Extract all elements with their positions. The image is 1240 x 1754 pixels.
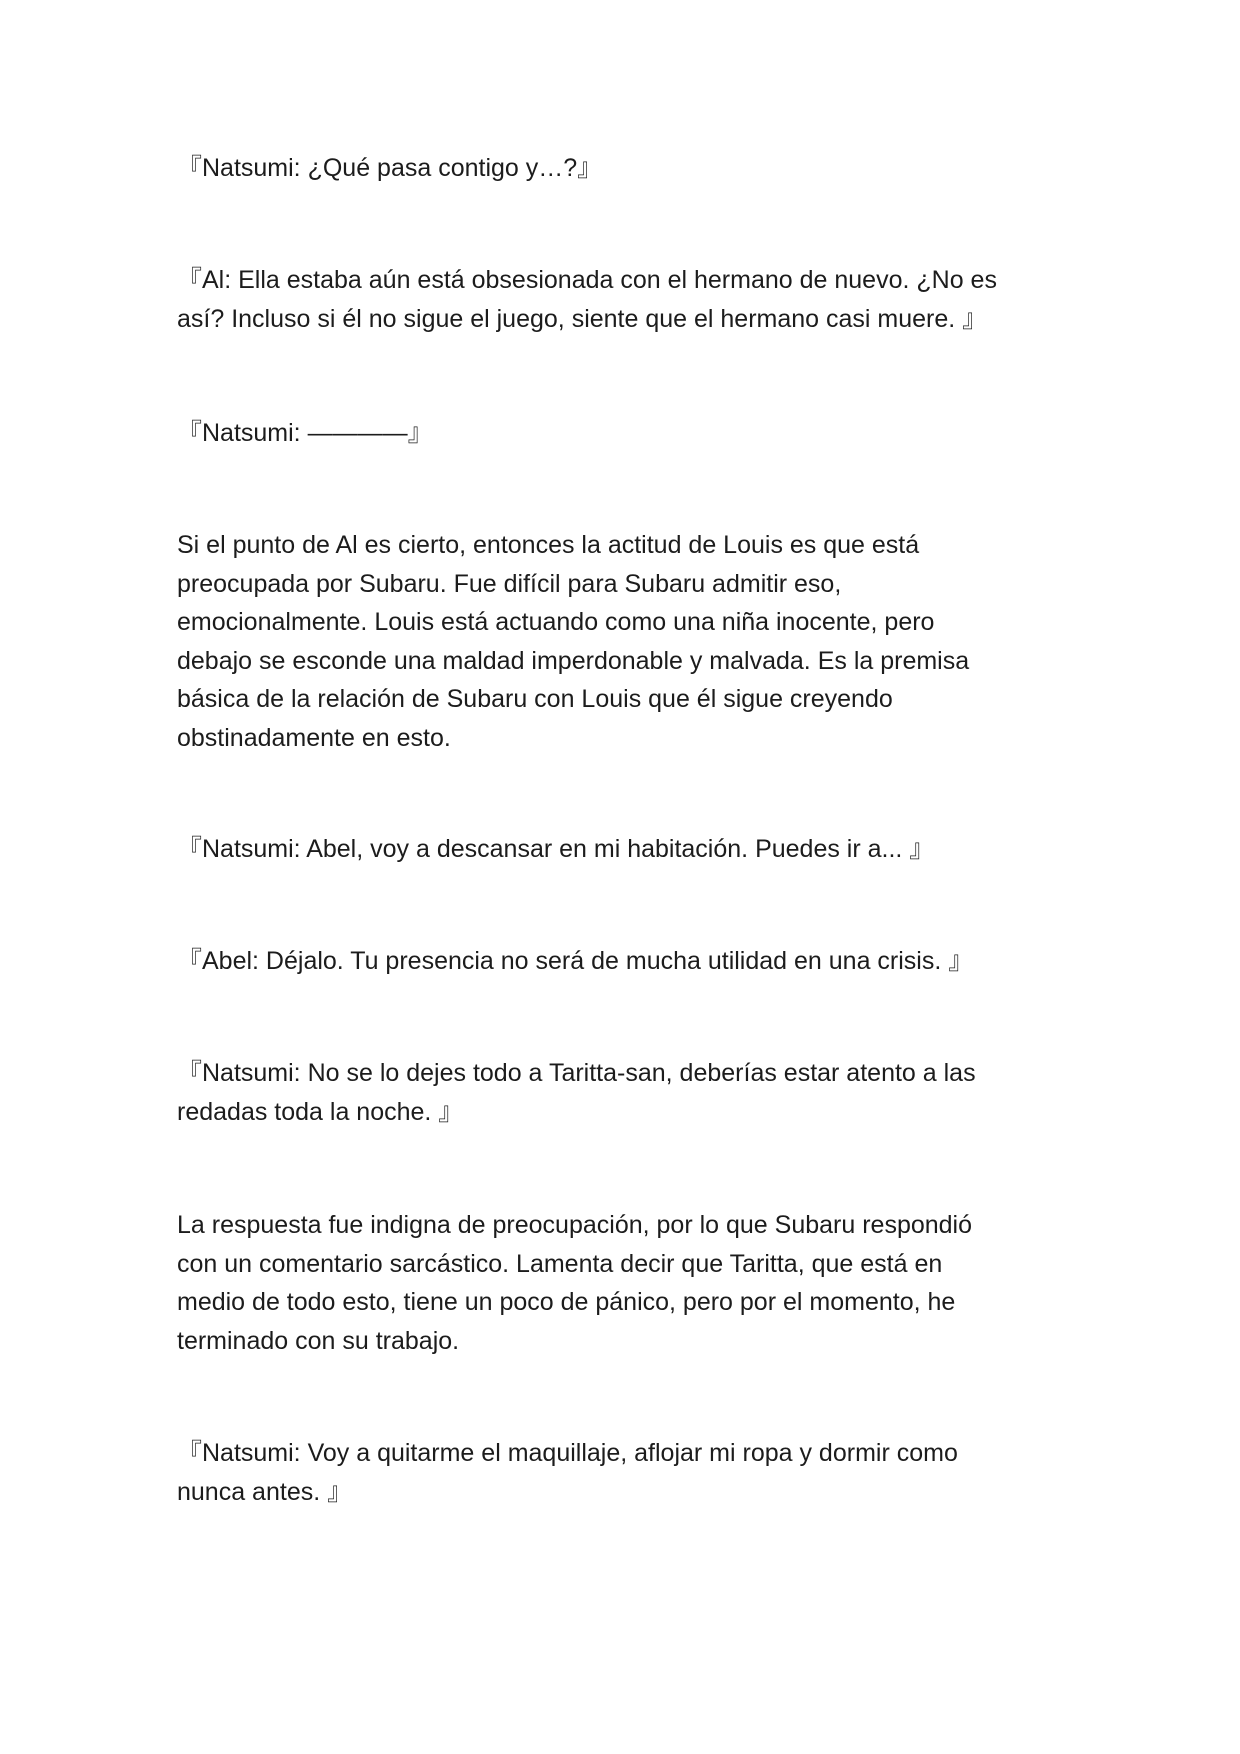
narration-louis-attitude (177, 526, 1057, 757)
text-line: así? Incluso si él no sigue el juego, siente que el hermano casi muere. 』 (177, 304, 988, 333)
text-line: 『Al: Ella estaba aún está obsesionada con el hermano de nuevo. ¿No es (177, 266, 997, 294)
text-line: 『Natsumi: Voy a quitarme el maquillaje, aflojar mi ropa y dormir como (177, 1439, 958, 1467)
dialogue-natsumi-rest (177, 830, 1057, 869)
text-line: básica de la relación de Subaru con Louis que él sigue creyendo (177, 685, 893, 713)
text-line: redadas toda la noche. 』 (177, 1097, 464, 1126)
text-line: medio de todo esto, tiene un poco de pánico, pero por el momento, he (177, 1288, 956, 1316)
text-line: nunca antes. 』 (177, 1477, 353, 1506)
dialogue-al-obsession (177, 261, 1057, 338)
text-line: obstinadamente en esto. (177, 723, 451, 752)
dialogue-natsumi-dash (177, 414, 1057, 453)
text-line: emocionalmente. Louis está actuando como una niña inocente, pero (177, 608, 935, 636)
text-line: debajo se esconde una maldad imperdonable y malvada. Es la premisa (177, 646, 970, 675)
text-line: con un comentario sarcástico. Lamenta decir que Taritta, que está en (177, 1249, 943, 1278)
dialogue-natsumi-question (177, 149, 1057, 188)
dialogue-natsumi-taritta (177, 1054, 1057, 1131)
dialogue-natsumi-sleep (177, 1434, 1057, 1511)
text-line: 『Natsumi: Abel, voy a descansar en mi habitación. Puedes ir a... 』 (177, 835, 935, 863)
text-line: 『Natsumi: ————』 (177, 419, 433, 447)
narration-response (177, 1206, 1057, 1360)
text-line: La respuesta fue indigna de preocupación, por lo que Subaru respondió (177, 1211, 973, 1239)
text-line: 『Abel: Déjalo. Tu presencia no será de mucha utilidad en una crisis. 』 (177, 947, 974, 975)
text-line: 『Natsumi: No se lo dejes todo a Taritta-san, deberías estar atento a las (177, 1059, 976, 1087)
text-line: preocupada por Subaru. Fue difícil para Subaru admitir eso, (177, 569, 842, 598)
text-line: 『Natsumi: ¿Qué pasa contigo y…?』 (177, 154, 603, 182)
dialogue-abel-crisis (177, 942, 1057, 981)
text-line: terminado con su trabajo. (177, 1326, 460, 1355)
text-line: Si el punto de Al es cierto, entonces la actitud de Louis es que está (177, 531, 920, 559)
